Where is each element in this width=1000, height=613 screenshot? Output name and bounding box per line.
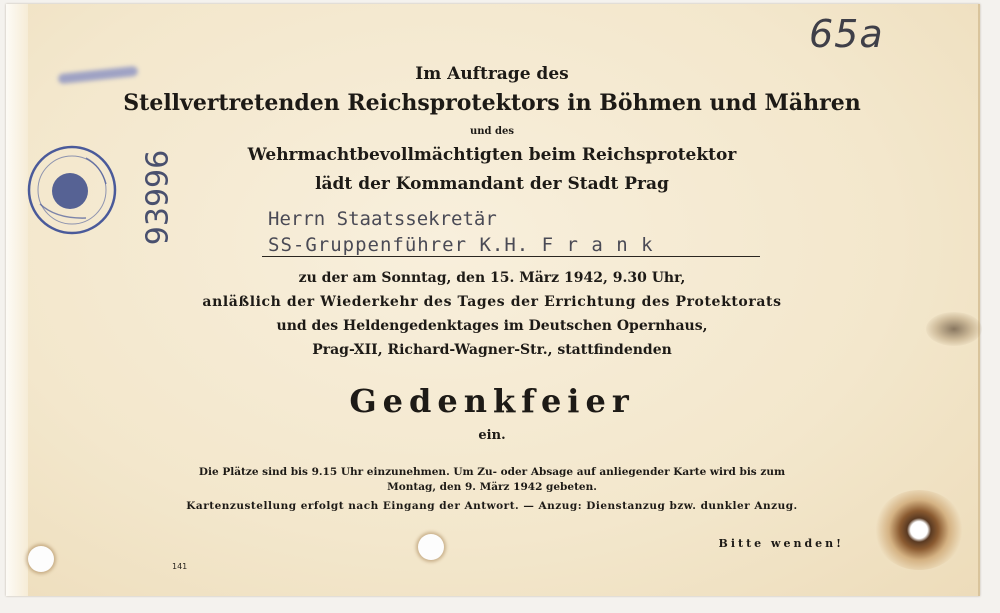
burn-mark [874,490,964,570]
handwritten-archive-number: 65a [809,12,884,56]
addressee-underline [262,256,760,257]
header-line-1: Im Auftrage des [415,64,569,84]
stain-mark [926,312,982,346]
header-line-4: Wehrmachtbevollmächtigten beim Reichsprotektor [247,145,737,165]
stamp-number: 93996 [140,149,176,246]
note-line-3: Kartenzustellung erfolgt nach Eingang der Antwort. — Anzug: Dienstanzug bzw. dunkler Anzug. [186,500,798,512]
addressee-line-2: SS-Gruppenführer K.H. F r a n k [268,234,654,256]
invitation-card [6,4,980,596]
print-number: 141 [172,562,188,571]
header-line-5: lädt der Kommandant der Stadt Prag [315,174,669,194]
note-line-1: Die Plätze sind bis 9.15 Uhr einzunehmen. Um Zu- oder Absage auf anliegender Karte wird bis zum [198,466,786,478]
body-line-2: anläßlich der Wiederkehr des Tages der Errichtung des Protektorats [202,294,782,310]
addressee-line-1: Herrn Staatssekretär [268,208,497,230]
body-line-1: zu der am Sonntag, den 15. März 1942, 9.30 Uhr, [298,270,686,286]
note-line-2: Montag, den 9. März 1942 gebeten. [387,481,597,493]
header-line-3: und des [470,126,514,137]
event-ein: ein. [478,428,506,443]
punch-hole-center [418,534,444,560]
bitte-wenden: Bitte wenden! [718,537,844,550]
body-line-4: Prag-XII, Richard-Wagner-Str., stattfindenden [312,342,672,358]
event-title: Gedenkfeier [349,382,635,420]
body-line-3: und des Heldengedenktages im Deutschen Opernhaus, [276,318,708,334]
punch-hole-left [28,546,54,572]
header-line-2: Stellvertretenden Reichsprotektors in Böhmen und Mähren [123,90,861,116]
